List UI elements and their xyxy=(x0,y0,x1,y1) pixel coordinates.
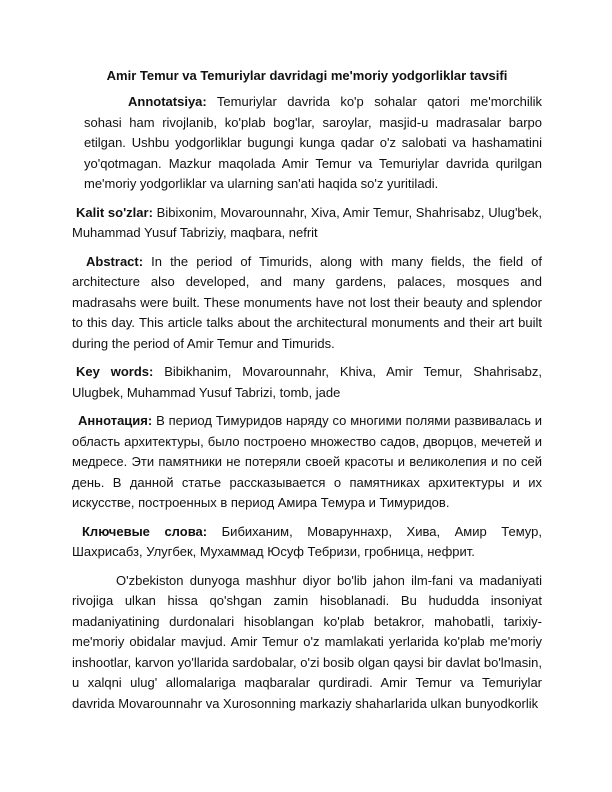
document-page xyxy=(72,58,542,722)
kalit-sozlar-text: Bibixonim, Movarounnahr, Xiva, Amir Temur, Shahrisabz, Ulug'bek, Muhammad Yusuf Tabriziy, maqbara, nefrit xyxy=(72,204,542,240)
key-words-text: Bibikhanim, Movarounnahr, Khiva, Amir Temur, Shahrisabz, Ulugbek, Muhammad Yusuf Tabrizi, tomb, jade xyxy=(72,364,542,400)
kalit-sozlar-paragraph xyxy=(72,203,542,244)
abstract-text: In the period of Timurids, along with many fields, the field of architecture also developed, and many gardens, palaces, mosques and madrasahs were built. These monuments have not lost their beauty and splendor to this day. This article talks about the architectural monuments and their art built during the period of Amir Temur and Timurids. xyxy=(72,253,542,351)
key-words-paragraph xyxy=(72,362,542,403)
klyuchevye-slova-paragraph xyxy=(72,522,542,563)
kalit-sozlar-label: Kalit so'zlar: xyxy=(76,204,153,220)
annotatsiya-ru-text: В период Тимуридов наряду со многими полями развивалась и область архитектуры, было построено множество садов, дворцов, мечетей и медресе. Эти памятники не потеряли своей красоты и великолепия и по сей день. В данной статье рассказывается о памятниках архитектуры и их искусстве, построенных в период Амира Темура и Тимуридов. xyxy=(72,413,542,510)
annotatsiya-ru-paragraph xyxy=(72,411,542,514)
abstract-paragraph xyxy=(72,252,542,355)
klyuchevye-slova-text: Бибиханим, Моваруннахр, Хива, Амир Темур, Шахрисабз, Улугбек, Мухаммад Юсуф Тебризи, гробница, нефрит. xyxy=(72,523,542,559)
annotatsiya-paragraph xyxy=(72,92,542,195)
abstract-label: Abstract: xyxy=(86,253,144,269)
klyuchevye-slova-label: Ключевые слова: xyxy=(82,523,208,539)
annotatsiya-label: Annotatsiya: xyxy=(128,94,207,109)
body-paragraph: O'zbekiston dunyoga mashhur diyor bo'lib jahon ilm-fani va madaniyati rivojiga ulkan hissa qo'shgan zamin hisoblanadi. Bu hududda insoniyat madaniyatining durdonalari hisoblangan ko'plab betakror, mahobatli, tarixiy-me'moriy obidalar mavjud. Amir Temur o'z mamlakati yerlarida ko'plab me'moriy inshootlar, karvon yo'llarida sardobalar, o'zi bosib olgan qaysi bir davlat bo'lmasin, u xalqni ulug' allomalariga maqbaralar qurdiradi. Amir Temur va Temuriylar davrida Movarounnahr va Xurosonning markaziy shaharlarida ulkan bunyodkorlik xyxy=(72,572,542,711)
annotatsiya-text: Temuriylar davrida ko'p sohalar qatori me'morchilik sohasi ham rivojlanib, ko'plab bog'lar, saroylar, masjid-u madrasalar barpo etilgan. Ushbu yodgorliklar bugungi kunga qadar o'z salobati va hashamatini yo'qotmagan. Mazkur maqolada Amir Temur va Temuriylar davrida qurilgan me'moriy yodgorliklar va ularning san'ati haqida so'z yuritiladi. xyxy=(84,94,542,191)
document-title: Amir Temur va Temuriylar davridagi me'moriy yodgorliklar tavsifi xyxy=(106,68,508,83)
annotatsiya-ru-label: Аннотация: xyxy=(78,413,153,428)
key-words-label: Key words: xyxy=(76,364,154,379)
